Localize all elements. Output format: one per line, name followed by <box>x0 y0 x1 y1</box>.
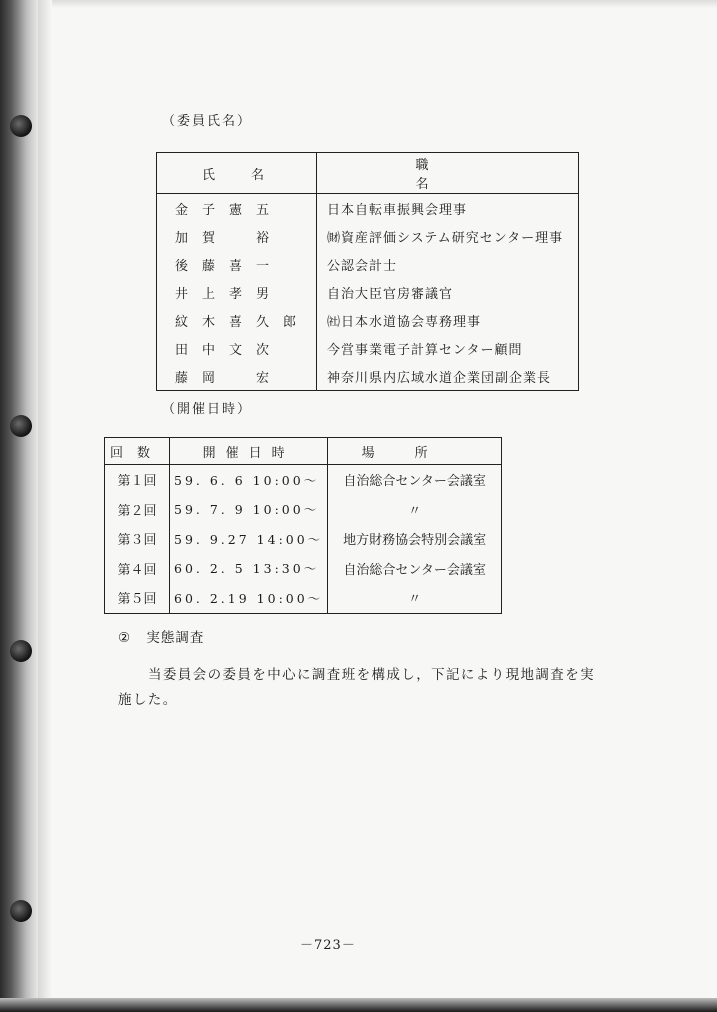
member-name: 金子憲五 <box>157 194 317 223</box>
member-name: 井上孝男 <box>157 278 317 306</box>
table-row <box>105 495 502 525</box>
header-datetime: 開催日時 <box>170 438 328 465</box>
meetings-header-row <box>105 438 502 465</box>
session-number: 第１回 <box>105 465 170 495</box>
page-number: －723－ <box>300 938 356 953</box>
session-datetime: 59. 6. 6 10:00～ <box>170 465 328 495</box>
session-datetime: 60. 2. 5 13:30～ <box>170 554 328 584</box>
member-name: 加賀 裕 <box>157 222 317 250</box>
paragraph-line: 施した。 <box>118 692 178 708</box>
member-position: ㈶資産評価システム研究センター理事 <box>327 230 564 246</box>
table-row <box>105 583 502 613</box>
binder-ring <box>10 900 32 922</box>
session-number: 第４回 <box>105 554 170 584</box>
table-row <box>105 554 502 584</box>
session-venue: 地方財務協会特別会議室 <box>343 533 487 549</box>
table-row <box>157 278 579 306</box>
session-datetime: 59. 9.27 14:00～ <box>170 524 328 554</box>
section-number: ② <box>118 630 132 646</box>
session-venue: 自治総合センター会議室 <box>343 562 486 578</box>
member-position: ㈳日本水道協会専務理事 <box>327 314 482 330</box>
member-position: 日本自転車振興会理事 <box>327 202 468 218</box>
header-name: 氏名 <box>157 153 317 194</box>
session-datetime: 60. 2.19 10:00～ <box>170 583 328 613</box>
session-datetime: 59. 7. 9 10:00～ <box>170 495 328 525</box>
members-header-row <box>157 153 579 194</box>
member-name: 田中文次 <box>157 334 317 362</box>
member-position: 神奈川県内広域水道企業団副企業長 <box>327 370 552 386</box>
binder-ring <box>10 415 32 437</box>
header-position: 職名 <box>317 153 579 194</box>
table-row <box>157 194 579 223</box>
paragraph-line: 当委員会の委員を中心に調査班を構成し，下記により現地調査を実 <box>148 667 595 683</box>
table-row <box>157 250 579 278</box>
binder-fold-shadow <box>38 0 52 1012</box>
page-bottom-edge <box>0 998 717 1012</box>
session-number: 第２回 <box>105 495 170 525</box>
header-session: 回数 <box>105 438 170 465</box>
member-name: 藤岡 宏 <box>157 362 317 391</box>
table-row <box>105 465 502 495</box>
session-venue: 〃 <box>408 592 422 608</box>
binder-ring <box>10 640 32 662</box>
session-number: 第５回 <box>105 583 170 613</box>
session-number: 第３回 <box>105 524 170 554</box>
session-venue: 自治総合センター会議室 <box>343 474 486 490</box>
member-position: 自治大臣官房審議官 <box>327 286 454 302</box>
members-table <box>156 152 579 391</box>
meetings-heading: （開催日時） <box>162 402 253 417</box>
binder-ring <box>10 115 32 137</box>
member-position: 公認会計士 <box>327 258 398 274</box>
members-heading: （委員氏名） <box>162 114 253 129</box>
member-name: 後藤喜一 <box>157 250 317 278</box>
section-title: 実態調査 <box>146 630 205 646</box>
session-venue: 〃 <box>408 503 422 519</box>
table-row <box>157 334 579 362</box>
binder-spine <box>0 0 38 1012</box>
table-row <box>105 524 502 554</box>
page-top-edge <box>0 0 717 8</box>
header-venue: 場所 <box>328 438 502 465</box>
section-heading <box>118 626 204 646</box>
meetings-table <box>104 437 502 614</box>
table-row <box>157 362 579 391</box>
table-row <box>157 222 579 250</box>
table-row <box>157 306 579 334</box>
member-position: 今営事業電子計算センター顧問 <box>327 342 523 358</box>
member-name: 紋木喜久郎 <box>157 306 317 334</box>
